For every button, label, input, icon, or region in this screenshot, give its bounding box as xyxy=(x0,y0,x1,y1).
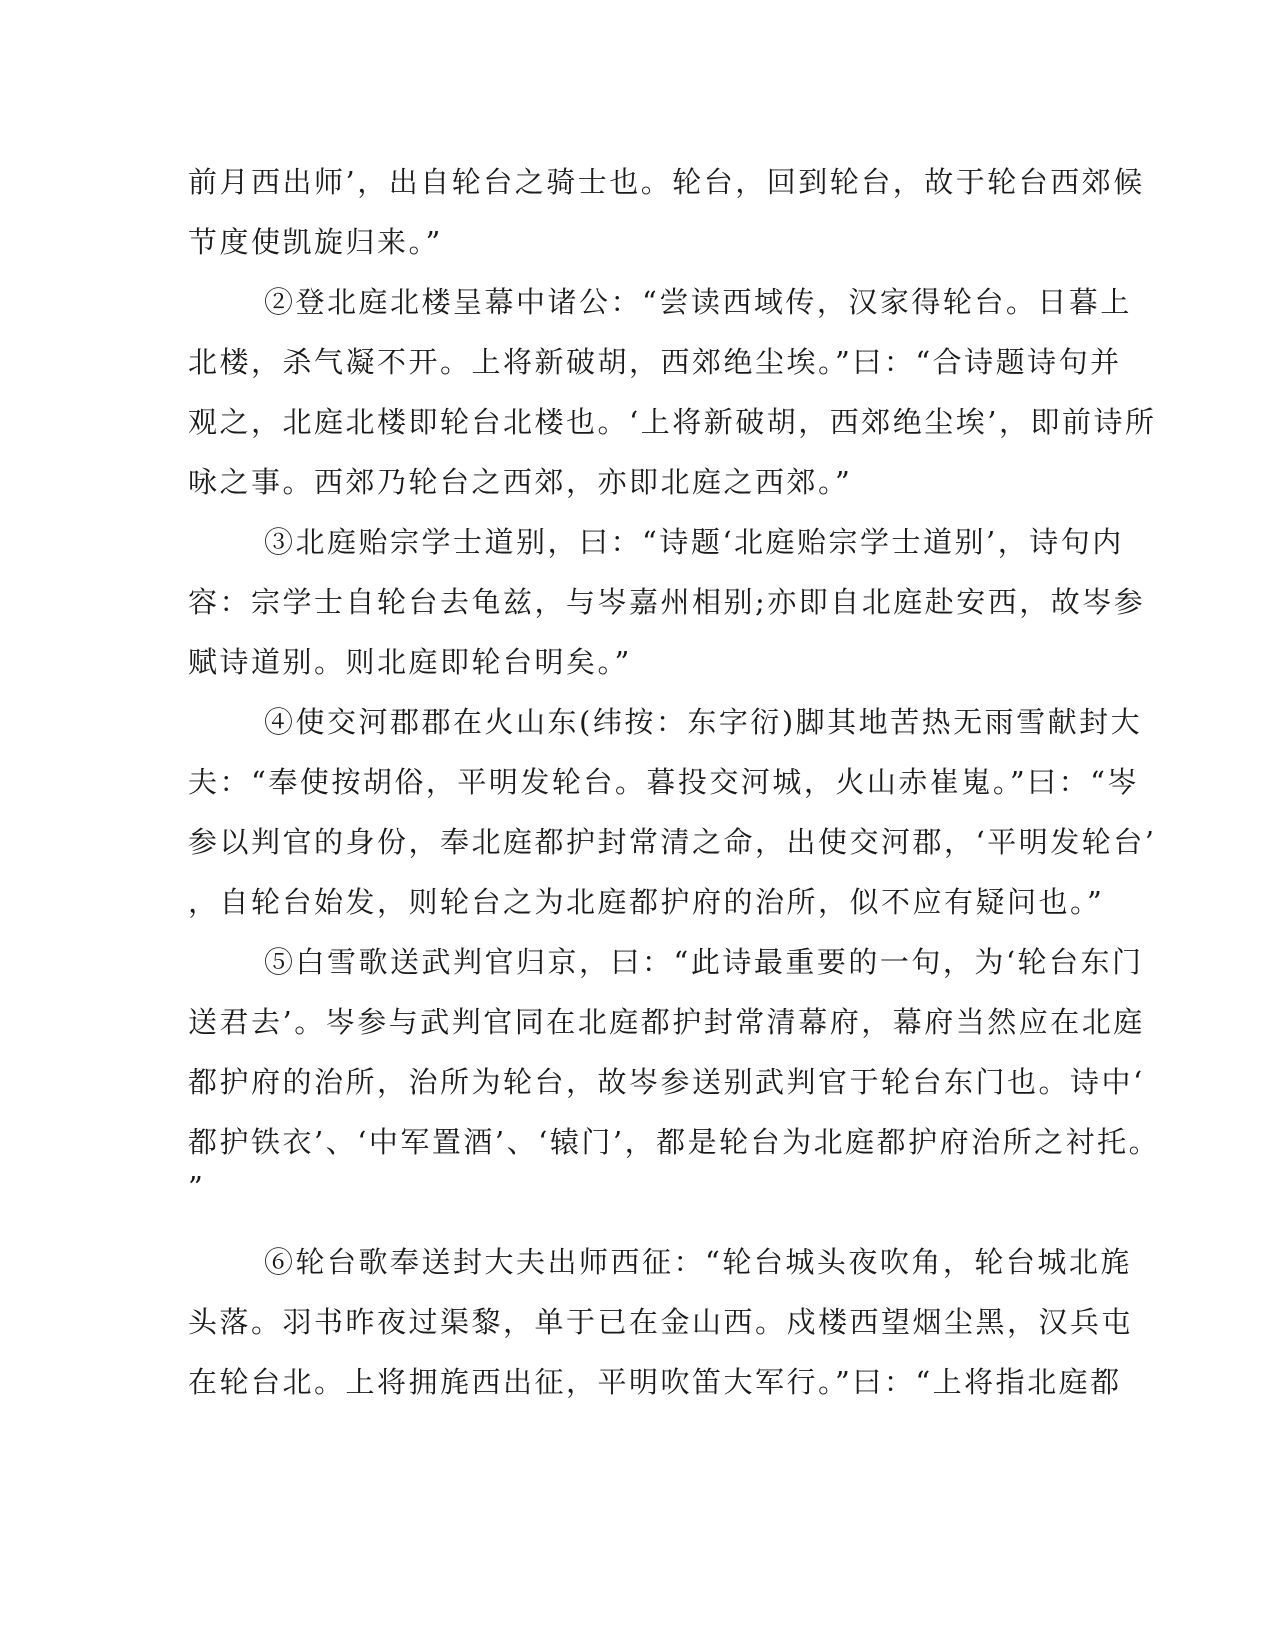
paragraph-3-start: ③北庭贻宗学士道别，曰：“诗题‘北庭贻宗学士道别’，诗句内 xyxy=(264,525,1124,559)
text-line: 都护铁衣’、‘中军置酒’、‘辕门’，都是轮台为北庭都护府治所之衬托。 xyxy=(188,1125,1161,1159)
text-line: 在轮台北。上将拥旄西出征，平明吹笛大军行。”曰：“上将指北庭都 xyxy=(188,1365,1122,1399)
body-text xyxy=(188,152,1161,1412)
text-line: 北楼，杀气凝不开。上将新破胡，西郊绝尘埃。”曰：“合诗题诗句并 xyxy=(188,345,1122,379)
text-line: 头落。羽书昨夜过渠黎，单于已在金山西。戍楼西望烟尘黑，汉兵屯 xyxy=(188,1305,1134,1339)
text-line: 咏之事。西郊乃轮台之西郊，亦即北庭之西郊。” xyxy=(188,465,853,499)
text-line: 都护府的治所，治所为轮台，故岑参送别武判官于轮台东门也。诗中‘ xyxy=(188,1065,1145,1099)
text-line: 前月西出师’，出自轮台之骑士也。轮台，回到轮台，故于轮台西郊候 xyxy=(188,165,1145,199)
text-line: 赋诗道别。则北庭即轮台明矣。” xyxy=(188,645,632,679)
paragraph-6-start: ⑥轮台歌奉送封大夫出师西征：“轮台城头夜吹角，轮台城北旄 xyxy=(264,1245,1132,1279)
text-line: 参以判官的身份，奉北庭都护封常清之命，出使交河郡，‘平明发轮台’ xyxy=(188,825,1157,859)
text-line-closing-quote: ” xyxy=(188,1170,206,1204)
text-line: 送君去’。岑参与武判官同在北庭都护封常清幕府，幕府当然应在北庭 xyxy=(188,1005,1145,1039)
text-line: 观之，北庭北楼即轮台北楼也。‘上将新破胡，西郊绝尘埃’，即前诗所 xyxy=(188,405,1157,439)
text-line: 容：宗学士自轮台去龟兹，与岑嘉州相别;亦即自北庭赴安西，故岑参 xyxy=(188,585,1146,619)
paragraph-5-start: ⑤白雪歌送武判官归京，曰：“此诗最重要的一句，为‘轮台东门 xyxy=(264,945,1144,979)
text-line: 夫：“奉使按胡俗，平明发轮台。暮投交河城，火山赤崔嵬。”曰：“岑 xyxy=(188,765,1139,799)
text-line: ，自轮台始发，则轮台之为北庭都护府的治所，似不应有疑问也。” xyxy=(188,885,1105,919)
text-line: 节度使凯旋归来。” xyxy=(188,225,443,259)
paragraph-spacer xyxy=(188,1202,1088,1232)
paragraph-4-start: ④使交河郡郡在火山东(纬按：东字衍)脚其地苦热无雨雪献封大 xyxy=(264,705,1143,739)
paragraph-2-start: ②登北庭北楼呈幕中诸公：“尝读西域传，汉家得轮台。日暮上 xyxy=(264,285,1132,319)
